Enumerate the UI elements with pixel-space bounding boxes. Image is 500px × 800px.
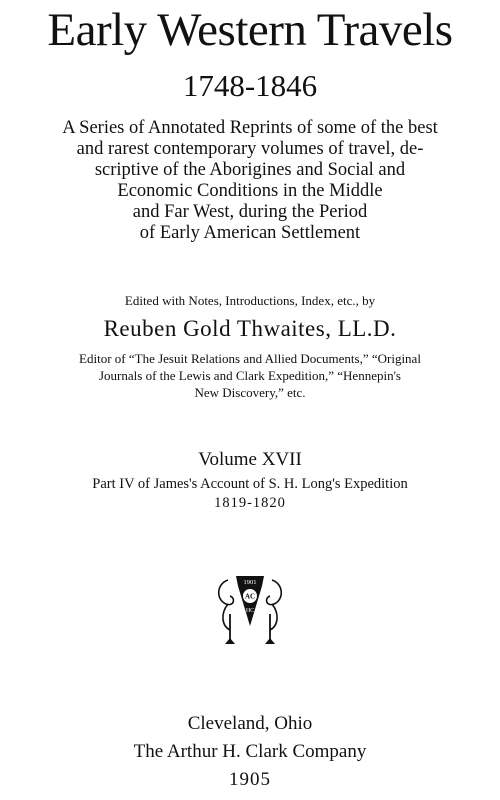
volume-part: Part IV of James's Account of S. H. Long's Expedition	[92, 476, 408, 492]
publication-year: 1905	[229, 769, 271, 790]
series-description	[0, 118, 500, 244]
description-line: of Early American Settlement	[139, 223, 361, 243]
edited-by-line: Edited with Notes, Introductions, Index, etc., by	[124, 293, 376, 308]
description-line: Economic Conditions in the Middle	[117, 181, 383, 201]
book-years: 1748-1846	[182, 68, 318, 103]
description-line: and rarest contemporary volumes of travel, de-	[76, 139, 424, 159]
credentials-line: Editor of “The Jesuit Relations and Allied Documents,” “Original	[79, 351, 421, 366]
book-title: Early Western Travels	[47, 4, 453, 56]
publication-city: Cleveland, Ohio	[187, 713, 313, 734]
credentials-line: Journals of the Lewis and Clark Expedition,” “Hennepin's	[99, 368, 401, 383]
editor-name: Reuben Gold Thwaites, LL.D.	[103, 316, 397, 341]
mark-monogram: AC	[244, 592, 256, 601]
description-line: and Far West, during the Period	[132, 202, 368, 222]
printers-mark-icon	[208, 574, 292, 646]
publisher-name: The Arthur H. Clark Company	[133, 741, 367, 762]
volume-number: Volume XVII	[198, 449, 302, 470]
editor-credentials	[0, 350, 500, 401]
mark-top-text: 1901	[243, 579, 257, 586]
description-line: A Series of Annotated Reprints of some of the best	[62, 118, 438, 138]
volume-part-years: 1819-1820	[214, 495, 286, 511]
credentials-line: New Discovery,” etc.	[194, 385, 306, 400]
description-line: scriptive of the Aborigines and Social and	[94, 160, 406, 180]
mark-bottom-text: HC	[245, 608, 255, 614]
